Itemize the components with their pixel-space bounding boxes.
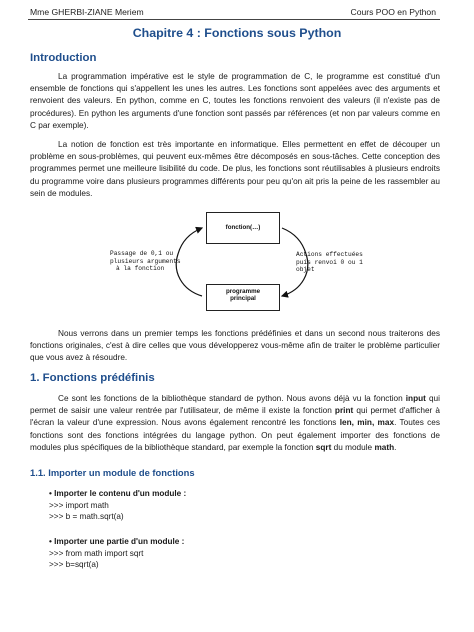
header-divider [28, 19, 440, 20]
import-partial-title: • Importer une partie d'un module : [49, 537, 185, 546]
section-1-paragraph [30, 393, 440, 454]
return-note-line: objet [296, 266, 315, 274]
text-run: qui permet d'afficher à l'écran la valeur d'une expression. Nous avons également rencontré les fonctions [30, 406, 440, 428]
main-program-label-line1: programme [225, 288, 261, 295]
import-module-example [49, 488, 186, 523]
import-module-title: • Importer le contenu d'un module : [49, 489, 187, 498]
function-call-diagram [110, 210, 380, 300]
header-course: Cours POO en Python [350, 7, 436, 17]
code-line: >>> b = math.sqrt(a) [49, 512, 124, 522]
main-program-box [206, 284, 280, 311]
text-run: du module [331, 442, 375, 452]
text-run: . [394, 442, 397, 452]
keyword-len-min-max: len, min, max [339, 418, 395, 428]
arguments-note [110, 250, 190, 273]
return-note [296, 251, 382, 274]
intro-paragraph-1: La programmation impérative est le style de programmation de C, le programme est constitué d'un ensemble de fonctions qui s'appellent les unes les autres. Les fonctions sont appelées avec des arguments et renvoient des valeurs. En python, comme en C, toutes les fonctions renvoient des valeurs (il n'existe pas de procédures). En python les arguments d'une fonction sont passés par références (et non par valeurs comme en C par exemple). [30, 72, 440, 130]
subsection-1-1-heading: 1.1. Importer un module de fonctions [30, 467, 195, 478]
return-note-line: puis renvoi 0 ou 1 [296, 258, 363, 266]
text-run: . Toutes ces fonctions sont des fonctions intégrées du langage python. On peut également importer des fonctions de modules plus spécifiques de la bibliothèque standard, par exemple la fonction [30, 418, 440, 452]
keyword-sqrt: sqrt [315, 442, 332, 452]
section-1-heading: 1. Fonctions prédéfinis [30, 372, 155, 384]
return-note-line: Actions effectuées [296, 251, 363, 258]
function-box: fonction(…) [206, 212, 280, 244]
chapter-title: Chapitre 4 : Fonctions sous Python [132, 26, 342, 40]
keyword-input: input [405, 394, 426, 403]
arguments-note-line: à la fonction [116, 265, 165, 273]
text-run: Ce sont les fonctions de la bibliothèque standard de python. Nous avons déjà vu la fonction [58, 394, 406, 403]
code-line: >>> import math [49, 500, 109, 510]
text-run: qui permet de saisir une valeur rentrée par l'utilisateur, de même il existe la fonction [30, 394, 440, 416]
keyword-print: print [334, 406, 354, 416]
arguments-note-line: plusieurs arguments [110, 257, 181, 265]
header-author: Mme GHERBI-ZIANE Meriem [30, 7, 144, 17]
arguments-note-line: Passage de 0,1 ou [110, 250, 174, 257]
keyword-math: math [374, 442, 395, 452]
transition-paragraph: Nous verrons dans un premier temps les fonctions prédéfinies et dans un second nous traiterons des fonctions originales, c'est à dire celles que vous développerez vous-même afin de traiter le problème particulier que vous avez à résoudre. [30, 329, 440, 363]
code-line: >>> b=sqrt(a) [49, 560, 99, 570]
code-line: >>> from math import sqrt [49, 548, 144, 558]
main-program-label-line2: principal [230, 295, 256, 302]
introduction-heading: Introduction [30, 52, 97, 64]
import-partial-example [49, 536, 184, 571]
intro-paragraph-2: La notion de fonction est très importante en informatique. Elles permettent en effet de découper un problème en sous-problèmes, qui peuvent eux-mêmes être décomposés en sous-tâches. Cette conception des programmes permet une meilleure lisibilité du code. De plus, les fonctions sont réutilisables à plusieurs endroits du programme voire dans plusieurs programmes différents pour peu qu'on ait pris la peine de les rassembler au sein de modules. [30, 140, 440, 198]
